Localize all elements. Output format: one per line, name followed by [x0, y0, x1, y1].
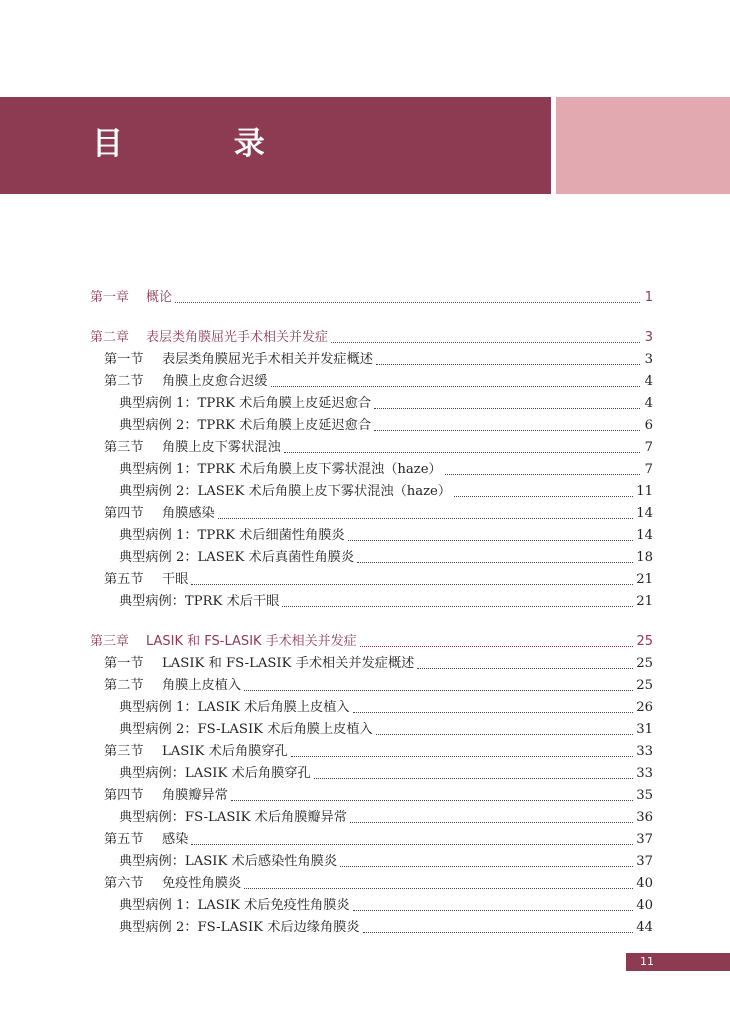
- toc-entry-title: LASIK 和 FS-LASIK 手术相关并发症概述: [162, 656, 415, 671]
- toc-entry-label: [119, 895, 350, 917]
- toc-entry-number: 第二节: [104, 374, 144, 389]
- toc-section-row[interactable]: [90, 503, 653, 525]
- toc-entry-label: [119, 807, 347, 829]
- toc-entry-title: 感染: [162, 832, 189, 847]
- dot-leader: [282, 602, 633, 607]
- toc-entry-number: 第二节: [104, 678, 144, 693]
- toc-entry-page: 25: [636, 634, 653, 649]
- toc-entry-title: 表层类角膜屈光手术相关并发症概述: [162, 352, 373, 367]
- dot-leader: [314, 774, 634, 779]
- toc-chapter-row[interactable]: [90, 327, 653, 349]
- dot-leader: [374, 426, 640, 431]
- toc-entry-title: 典型病例 2：LASEK 术后角膜上皮下雾状混浊（haze）: [119, 484, 452, 499]
- toc-section-row[interactable]: [90, 371, 653, 393]
- toc-case-row[interactable]: [90, 851, 653, 873]
- dot-leader: [445, 470, 640, 475]
- toc-entry-title: 表层类角膜屈光手术相关并发症: [146, 330, 329, 345]
- page-title: 目 录: [92, 126, 315, 162]
- toc-entry-number: 第二章: [90, 330, 130, 345]
- toc-entry-page: 44: [636, 920, 653, 935]
- dot-leader: [340, 862, 633, 867]
- toc-section-row[interactable]: [90, 569, 653, 591]
- dot-leader: [331, 338, 640, 343]
- dot-leader: [231, 796, 633, 801]
- toc-entry-label: [90, 631, 357, 653]
- toc-entry-title: 免疫性角膜炎: [162, 876, 242, 891]
- toc-entry-page: 21: [636, 572, 653, 587]
- toc-entry-number: 第三节: [104, 440, 144, 455]
- dot-leader: [244, 686, 633, 691]
- toc-case-row[interactable]: [90, 393, 653, 415]
- dot-leader: [353, 708, 634, 713]
- dot-leader: [376, 360, 640, 365]
- toc-case-row[interactable]: [90, 481, 653, 503]
- toc-entry-number: 第三节: [104, 744, 144, 759]
- dot-leader: [376, 730, 634, 735]
- toc-entry-page: 4: [644, 374, 653, 389]
- toc-entry-label: [119, 481, 451, 503]
- dot-leader: [454, 492, 633, 497]
- toc-entry-number: 第三章: [90, 634, 130, 649]
- toc-section-row[interactable]: [90, 873, 653, 895]
- toc-entry-page: 31: [636, 722, 653, 737]
- toc-entry-number: 第一节: [104, 352, 144, 367]
- toc-entry-title: 典型病例 1：LASIK 术后免疫性角膜炎: [119, 898, 350, 913]
- toc-entry-label: [119, 851, 337, 873]
- toc-entry-label: [104, 349, 373, 371]
- dot-leader: [191, 580, 633, 585]
- toc-case-row[interactable]: [90, 763, 653, 785]
- toc-entry-number: 第四节: [104, 788, 144, 803]
- toc-entry-page: 4: [644, 396, 653, 411]
- toc-entry-title: 典型病例 1：TPRK 术后角膜上皮延迟愈合: [119, 396, 372, 411]
- page-number: 11: [640, 955, 654, 968]
- dot-leader: [291, 752, 634, 757]
- toc-entry-title: 典型病例 1：TPRK 术后角膜上皮下雾状混浊（haze）: [119, 462, 442, 477]
- toc-entry-page: 18: [636, 550, 653, 565]
- toc-entry-page: 35: [636, 788, 653, 803]
- toc-entry-page: 40: [636, 876, 653, 891]
- toc-entry-title: 典型病例：FS-LASIK 术后角膜瓣异常: [119, 810, 347, 825]
- toc-entry-label: [104, 653, 414, 675]
- toc-entry-label: [104, 437, 281, 459]
- toc-entry-number: 第五节: [104, 572, 144, 587]
- toc-spacer: [90, 309, 653, 327]
- toc-entry-title: LASIK 术后角膜穿孔: [162, 744, 288, 759]
- dot-leader: [374, 404, 640, 409]
- toc-case-row[interactable]: [90, 807, 653, 829]
- toc-entry-number: 第六节: [104, 876, 144, 891]
- toc-entry-title: 干眼: [162, 572, 189, 587]
- toc-entry-label: [104, 785, 228, 807]
- dot-leader: [353, 906, 634, 911]
- toc-section-row[interactable]: [90, 653, 653, 675]
- toc-entry-title: LASIK 和 FS-LASIK 手术相关并发症: [146, 634, 357, 649]
- toc-case-row[interactable]: [90, 415, 653, 437]
- toc-entry-page: 37: [636, 832, 653, 847]
- dot-leader: [218, 514, 633, 519]
- toc-entry-title: 典型病例 2：LASEK 术后真菌性角膜炎: [119, 550, 355, 565]
- toc-entry-label: [119, 525, 345, 547]
- toc-entry-page: 3: [644, 352, 653, 367]
- toc-entry-label: [119, 763, 311, 785]
- toc-case-row[interactable]: [90, 459, 653, 481]
- dot-leader: [417, 664, 633, 669]
- toc-case-row[interactable]: [90, 917, 653, 939]
- toc-entry-label: [104, 829, 188, 851]
- dot-leader: [175, 298, 640, 303]
- header-banner-accent: [556, 97, 730, 194]
- toc-entry-page: 37: [636, 854, 653, 869]
- toc-entry-page: 33: [636, 766, 653, 781]
- toc-entry-page: 11: [636, 484, 653, 499]
- dot-leader: [271, 382, 641, 387]
- toc-entry-title: 角膜上皮植入: [162, 678, 242, 693]
- dot-leader: [284, 448, 640, 453]
- toc-entry-label: [119, 917, 360, 939]
- toc-entry-page: 7: [644, 440, 653, 455]
- toc-case-row[interactable]: [90, 719, 653, 741]
- toc-entry-title: 角膜感染: [162, 506, 215, 521]
- toc-entry-label: [90, 327, 328, 349]
- dot-leader: [244, 884, 633, 889]
- toc-entry-label: [119, 415, 371, 437]
- table-of-contents: [90, 287, 653, 939]
- toc-entry-page: 26: [636, 700, 653, 715]
- toc-entry-page: 6: [644, 418, 653, 433]
- toc-entry-page: 25: [636, 656, 653, 671]
- toc-entry-page: 3: [644, 330, 653, 345]
- dot-leader: [350, 818, 633, 823]
- toc-entry-label: [104, 503, 215, 525]
- toc-section-row[interactable]: [90, 741, 653, 763]
- toc-entry-page: 33: [636, 744, 653, 759]
- toc-entry-label: [104, 569, 188, 591]
- toc-case-row[interactable]: [90, 525, 653, 547]
- toc-entry-title: 典型病例 1：TPRK 术后细菌性角膜炎: [119, 528, 345, 543]
- toc-chapter-row[interactable]: [90, 287, 653, 309]
- dot-leader: [348, 536, 634, 541]
- toc-entry-page: 25: [636, 678, 653, 693]
- toc-section-row[interactable]: [90, 349, 653, 371]
- toc-entry-page: 7: [644, 462, 653, 477]
- toc-section-row[interactable]: [90, 675, 653, 697]
- toc-entry-title: 概论: [146, 290, 173, 305]
- toc-entry-page: 21: [636, 594, 653, 609]
- dot-leader: [191, 840, 633, 845]
- toc-entry-label: [104, 873, 241, 895]
- toc-entry-label: [119, 719, 373, 741]
- toc-entry-title: 典型病例 2：TPRK 术后角膜上皮延迟愈合: [119, 418, 372, 433]
- toc-entry-label: [119, 459, 442, 481]
- toc-entry-title: 角膜上皮愈合迟缓: [162, 374, 268, 389]
- toc-entry-title: 典型病例 2：FS-LASIK 术后角膜上皮植入: [119, 722, 373, 737]
- toc-entry-title: 角膜瓣异常: [162, 788, 228, 803]
- toc-entry-label: [119, 591, 279, 613]
- toc-entry-page: 14: [636, 506, 653, 521]
- toc-entry-title: 典型病例：LASIK 术后感染性角膜炎: [119, 854, 338, 869]
- toc-entry-label: [104, 741, 288, 763]
- toc-section-row[interactable]: [90, 437, 653, 459]
- toc-entry-label: [119, 547, 354, 569]
- toc-entry-page: 14: [636, 528, 653, 543]
- toc-entry-number: 第五节: [104, 832, 144, 847]
- toc-entry-number: 第一章: [90, 290, 130, 305]
- toc-section-row[interactable]: [90, 829, 653, 851]
- toc-section-row[interactable]: [90, 785, 653, 807]
- toc-entry-page: 1: [644, 290, 653, 305]
- toc-entry-title: 角膜上皮下雾状混浊: [162, 440, 281, 455]
- toc-entry-label: [90, 287, 172, 309]
- toc-entry-title: 典型病例 1：LASIK 术后角膜上皮植入: [119, 700, 350, 715]
- toc-case-row[interactable]: [90, 591, 653, 613]
- toc-case-row[interactable]: [90, 547, 653, 569]
- dot-leader: [357, 558, 633, 563]
- toc-entry-title: 典型病例：TPRK 术后干眼: [119, 594, 280, 609]
- toc-entry-page: 36: [636, 810, 653, 825]
- toc-chapter-row[interactable]: [90, 631, 653, 653]
- toc-spacer: [90, 613, 653, 631]
- dot-leader: [360, 642, 634, 647]
- toc-entry-page: 40: [636, 898, 653, 913]
- toc-entry-number: 第一节: [104, 656, 144, 671]
- toc-entry-label: [119, 393, 371, 415]
- toc-entry-label: [104, 371, 268, 393]
- toc-entry-label: [104, 675, 241, 697]
- toc-case-row[interactable]: [90, 697, 653, 719]
- toc-entry-title: 典型病例：LASIK 术后角膜穿孔: [119, 766, 311, 781]
- dot-leader: [363, 928, 634, 933]
- toc-case-row[interactable]: [90, 895, 653, 917]
- toc-entry-title: 典型病例 2：FS-LASIK 术后边缘角膜炎: [119, 920, 360, 935]
- toc-entry-label: [119, 697, 350, 719]
- toc-entry-number: 第四节: [104, 506, 144, 521]
